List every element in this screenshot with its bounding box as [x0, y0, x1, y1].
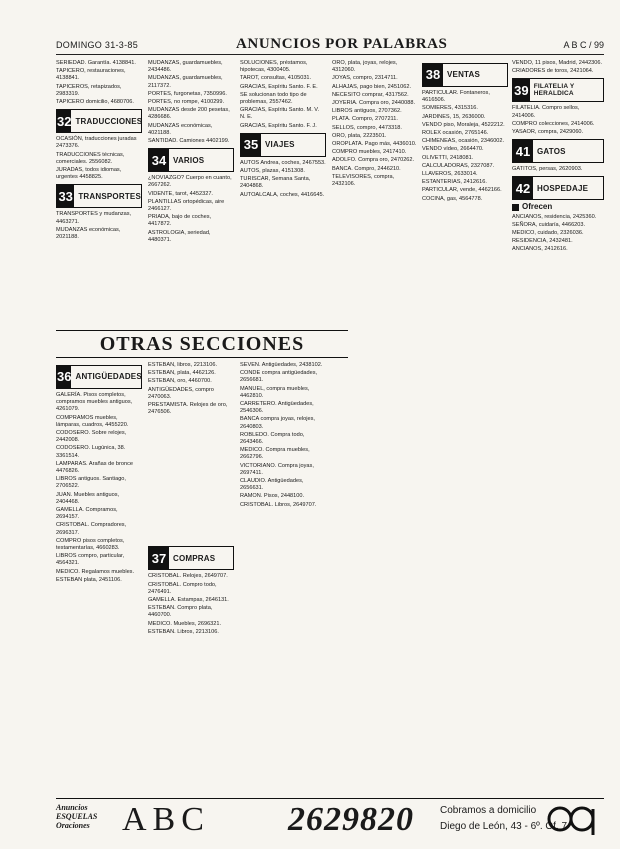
- ad-text: BANCA compra joyas, relojes, 2640803.: [240, 416, 315, 430]
- ad-text: AUTOS Andrea, coches, 2467553.: [240, 159, 326, 166]
- ad-text: SELLOS, compro, 4473318.: [332, 124, 402, 131]
- ad-text: LAMPARAS. Arañas de bronce 4476826.: [56, 460, 134, 475]
- footer-left-text: Anuncios ESQUELAS Oraciones: [56, 803, 98, 830]
- ad-text: VIDENTE, tarot, 4452327.: [148, 190, 213, 197]
- ad-text: ANTIGÜEDADES, compro 2470063.: [148, 386, 214, 400]
- ad-text: LIBROS antiguos, 2707362.: [332, 108, 402, 115]
- column-5: [422, 60, 508, 790]
- ad-text: MEDICO. Muebles, 2696321.: [148, 620, 222, 627]
- ad-text: SE solucionan todo tipo de problemas, 2557462.: [240, 91, 307, 106]
- ad-text: COMPRO colecciones, 2414006.: [512, 120, 595, 127]
- ad-text: GAMELLA. Compramos, 2694157.: [56, 507, 118, 521]
- ad-text: CRISTOBAL. Compro todo, 2476491.: [148, 581, 217, 595]
- ad-text: TAPICERO domicilio, 4680706.: [56, 99, 134, 106]
- ad-text: PORTES, no rompe, 4100299.: [148, 99, 225, 106]
- section-transportes: [56, 184, 142, 208]
- ad-text: AUTOS, plazas, 4151308.: [240, 168, 305, 175]
- ad-text: CRISTOBAL. Compradores, 2696317.: [56, 522, 127, 536]
- ad-text: TURISCAR, Semana Santa, 2404868.: [240, 176, 311, 190]
- ad-text: MUDANZAS económicas, 4021188.: [148, 122, 213, 136]
- ad-text: MEDICO. Compra muebles, 2662796.: [240, 447, 310, 461]
- column-1-lower: [56, 362, 142, 792]
- ad-text: GATITOS, persas, 2620903.: [512, 166, 583, 173]
- column-2: [148, 60, 234, 325]
- cobramos-text: Cobramos a domicilio: [440, 805, 537, 816]
- section-number: 36: [57, 366, 71, 388]
- ad-text: ORO, plata, 2223501.: [332, 132, 387, 139]
- header-title: ANUNCIOS POR PALABRAS: [236, 36, 448, 52]
- page-header: [56, 38, 604, 55]
- ad-text: ADOLFO. Compra oro, 2470262.: [332, 157, 415, 164]
- section-label: TRANSPORTES: [78, 191, 141, 201]
- ad-text: SERIEDAD. Garantía. 4138841.: [56, 60, 136, 66]
- ad-text: MANUEL, compra muebles, 4462810.: [240, 385, 310, 399]
- footer-phone: 2629820: [288, 801, 414, 838]
- ad-text: ANCIANOS, residencia, 2425360.: [512, 213, 597, 220]
- ad-text: PLATA. Compro, 2707211.: [332, 116, 398, 123]
- ad-text: MUDANZAS, guardamuebles, 2117372.: [148, 75, 223, 89]
- ad-text: CHIMENEAS, ocasión, 2346002.: [422, 138, 505, 145]
- ad-text: SEVEN. Antigüedades, 2438102.: [240, 362, 323, 368]
- ad-text: TAROT, consultas, 4105031.: [240, 75, 312, 82]
- ad-text: ESTEBAN, plata, 4462126.: [148, 370, 216, 377]
- ad-text: ALHAJAS, pago bien, 2451062.: [332, 83, 411, 90]
- ad-text: MUDANZAS, guardamuebles, 2434486.: [148, 60, 223, 74]
- ad-text: CRISTOBAL. Relojes, 2649707.: [148, 573, 228, 580]
- square-bullet-icon: [512, 204, 519, 211]
- section-label: TRADUCCIONES: [75, 116, 142, 126]
- ad-text: VENDO, 11 pisos, Madrid, 2442306.: [512, 60, 603, 66]
- ad-text: ORO, plata, joyas, relojes, 4312060.: [332, 60, 398, 74]
- ad-text: ESTEBAN, libros, 2213106.: [148, 362, 218, 368]
- column-2-lower: [148, 362, 234, 792]
- section-antiguedades: [56, 365, 142, 389]
- ad-text: FILATELIA. Compro sellos, 2414006.: [512, 105, 580, 119]
- ad-text: CARRETERO. Antigüedades, 2546306.: [240, 401, 314, 415]
- column-3: [240, 60, 326, 325]
- section-traducciones: [56, 109, 142, 133]
- ad-text: TAPICERO, restauraciones, 4138841.: [56, 68, 126, 82]
- ad-text: ASTROLOGIA, seriedad, 4480371.: [148, 229, 211, 243]
- ad-text: MEDICO. Regalamos muebles.: [56, 568, 135, 575]
- ad-text: ESTEBAN plata, 2451106.: [56, 576, 122, 583]
- ad-text: COCINA, gas, 4564778.: [422, 195, 483, 202]
- section-viajes: [240, 133, 326, 157]
- section-varios: [148, 148, 234, 172]
- address-text: Diego de León, 43 - 6º. Of. 7: [440, 821, 568, 832]
- ad-text: CONDE compra antigüedades, 2656681.: [240, 370, 318, 384]
- ad-text: CODOSERO. Sobre relojes, 2442008.: [56, 430, 127, 444]
- section-label: VENTAS: [447, 70, 481, 80]
- section-label: VIAJES: [265, 140, 295, 150]
- ad-text: RAMON. Pisos, 2448100.: [240, 493, 305, 500]
- section-number: 42: [513, 177, 533, 199]
- ad-text: PORTES, furgonetas, 7350996.: [148, 90, 227, 97]
- section-ventas: [422, 63, 508, 87]
- ad-text: ANCIANOS, 2412616.: [512, 246, 568, 253]
- ad-text: MEDICO, cuidado, 2326036.: [512, 230, 584, 237]
- ad-text: NECESITO comprar, 4317562.: [332, 91, 409, 98]
- ad-text: JOYERIA. Compra oro, 2440088.: [332, 100, 416, 107]
- ad-text: CLAUDIO. Antigüedades, 2656631.: [240, 478, 304, 492]
- ad-text: COMPRAMOS muebles, lámparas, cuadros, 4455220.: [56, 414, 129, 428]
- ad-text: JURADAS, todos idiomas, urgentes 4458825.: [56, 167, 122, 181]
- ad-text: JUAN. Muebles antiguos, 2404468.: [56, 491, 120, 505]
- header-date: DOMINGO 31-3-85: [56, 40, 139, 50]
- ad-text: TRADUCCIONES técnicas, comerciales. 2556082.: [56, 151, 125, 165]
- ad-text: OCASIÓN, traducciones juradas 2473376.: [56, 136, 137, 150]
- section-number: 35: [241, 134, 261, 156]
- section-gatos: [512, 139, 604, 163]
- section-label: FILATELIA Y HERALDICA: [533, 83, 575, 98]
- ad-text: PRESTAMISTA. Relojes de oro, 2476506.: [148, 402, 228, 416]
- section-filatelia: [512, 78, 604, 102]
- ad-text: PARTICULAR, vende, 4462166.: [422, 187, 502, 194]
- ad-text: BANCA. Compro, 2446210.: [332, 165, 401, 172]
- ad-text: SOLUCIONES, préstamos, hipotecas, 4300405.: [240, 60, 308, 74]
- section-compras: [148, 546, 234, 570]
- ad-text: VENDO piso, Moraleja, 4522212.: [422, 121, 505, 128]
- section-label: COMPRAS: [173, 553, 216, 563]
- ad-text: AUTOALCALA, coches, 4416645.: [240, 191, 325, 198]
- section-number: 33: [57, 185, 74, 207]
- ad-text: CODOSERO. Lugúnica, 38. 3361514.: [56, 445, 126, 459]
- ofrecen-label: Ofrecen: [522, 202, 553, 212]
- column-6: [512, 60, 604, 790]
- ad-text: SANTIDAD. Camiones 4402199.: [148, 138, 230, 145]
- ad-text: GRACIAS, Espíritu Santo. F. J.: [240, 122, 317, 129]
- ad-text: CRISTOBAL. Libros, 2649707.: [240, 501, 317, 508]
- section-number: 37: [149, 547, 169, 569]
- ad-text: SOMIERES, 4315316.: [422, 105, 478, 112]
- ad-text: ¿NOVIAZGO? Cuerpo en cuanto, 2667262.: [148, 175, 232, 189]
- ad-text: GALERÍA. Pisos completos, compramos muebles antiguos, 4261079.: [56, 392, 133, 413]
- ad-text: GAMELLA. Estampas, 2646131.: [148, 597, 229, 604]
- ad-text: GRACIAS, Espíritu Santo. F. E.: [240, 83, 318, 90]
- ad-text: ESTANTERIAS, 2412616.: [422, 179, 487, 186]
- abc-logo: ABC: [122, 801, 210, 838]
- ad-text: MUDANZAS económicas, 2021188.: [56, 226, 121, 241]
- section-number: 41: [513, 140, 533, 162]
- ad-text: TRANSPORTES y mudanzas, 4463271.: [56, 211, 132, 225]
- ad-text: ESTEBAN. Libros, 2213106.: [148, 628, 219, 635]
- ad-text: CRIADORES de toros, 2421064.: [512, 68, 594, 75]
- section-number: 34: [149, 149, 169, 171]
- ad-text: YASAOR, compra, 2429060.: [512, 129, 584, 136]
- section-number: 39: [513, 79, 530, 101]
- ad-text: ESTEBAN. Compro plata, 4460700.: [148, 605, 213, 619]
- agency-logo-icon: [546, 801, 604, 837]
- ad-text: ROBLEDO. Compra todo, 2643466.: [240, 431, 305, 446]
- ad-text: MUDANZAS desde 200 pesetas, 4286686.: [148, 107, 230, 121]
- ad-text: OROPLATA. Pago más, 4436010.: [332, 141, 417, 148]
- section-number: 38: [423, 64, 443, 86]
- section-number: 32: [57, 110, 71, 132]
- ad-text: PARTICULAR. Fontaneros, 4616506.: [422, 90, 490, 104]
- ad-text: LIBROS compro, particular, 4564321.: [56, 553, 125, 567]
- ad-text: SEÑORA, cuidaría, 4466203.: [512, 221, 586, 228]
- ad-text: VICTORIANO. Compra joyas, 2697411.: [240, 462, 314, 476]
- ad-text: JARDINES, 15, 2636000.: [422, 113, 486, 120]
- ad-text: RESIDENCIA, 2432481.: [512, 238, 573, 245]
- ad-text: GRACIAS, Espíritu Santo. M. V. N. E.: [240, 107, 320, 121]
- ad-text: OLIVETTI, 2418081.: [422, 154, 474, 161]
- section-label: ANTIGÜEDADES: [75, 372, 142, 382]
- ad-text: ESTEBAN, oro, 4460700.: [148, 378, 212, 385]
- ad-text: LLAVEROS, 2633014.: [422, 171, 478, 178]
- ad-text: PRIADA, bajo de coches, 4417872.: [148, 214, 212, 228]
- ofrecen-heading: [512, 203, 604, 210]
- ad-text: ROLEX ocasión, 2765146.: [422, 130, 489, 137]
- header-page-number: A B C / 99: [563, 40, 604, 50]
- ad-text: PLANTILLAS ortopédicas, aire 2466127.: [148, 198, 225, 213]
- column-4: [332, 60, 418, 790]
- ad-text: LIBROS antiguos. Santiago, 2706522.: [56, 476, 126, 490]
- column-3-lower: [240, 362, 326, 792]
- ad-text: COMPRO pisos completos, testamentarías, 4660283.: [56, 537, 125, 552]
- footer-banner: [56, 798, 604, 843]
- ad-text: CALCULADORAS, 2327087.: [422, 162, 495, 169]
- ad-text: COMPRO muebles, 2417410.: [332, 149, 407, 156]
- section-label: VARIOS: [173, 155, 205, 165]
- ad-text: VENDO vídeo, 2664470.: [422, 146, 484, 153]
- otras-secciones-banner: OTRAS SECCIONES: [56, 330, 348, 358]
- ad-text: TAPICEROS, retapizados, 2983319.: [56, 83, 122, 97]
- section-label: HOSPEDAJE: [537, 183, 589, 193]
- section-hospedaje: [512, 176, 604, 200]
- ad-text: JOYAS, compro, 2314711.: [332, 75, 398, 82]
- section-label: GATOS: [537, 146, 566, 156]
- ad-text: TELEVISORES, compra, 2432106.: [332, 173, 395, 188]
